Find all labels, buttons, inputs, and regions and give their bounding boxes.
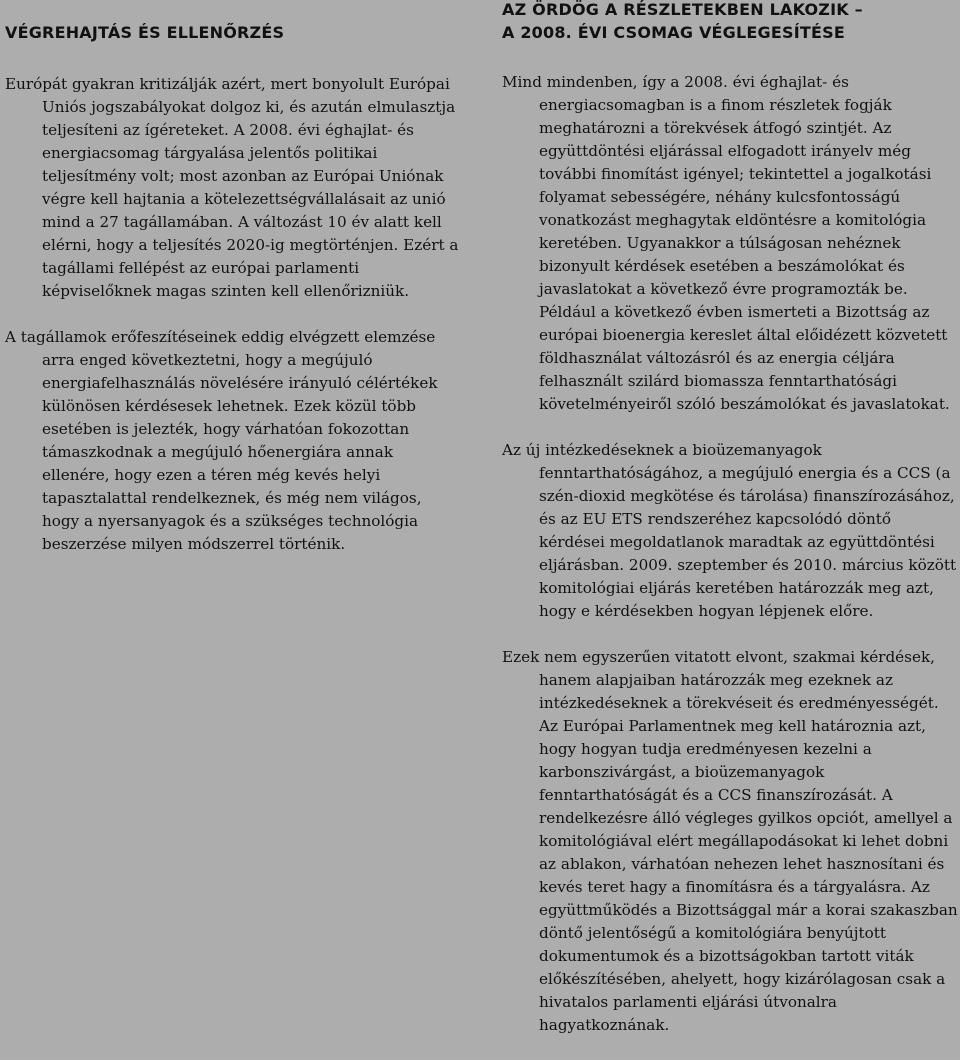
body-paragraph: A tagállamok erőfeszítéseinek eddig elvégzett elemzése arra enged következtetni, hogy a megújuló energiafelhasználás növelésére irányuló célértékek különösen kérdésesek lehetnek. Ezek közül több esetében is jelezték, hogy várhatóan fokozottan támaszkodnak a megújuló hőenergiára annak ellenére, hogy ezen a téren még kevés helyi tapasztalattal rendelkeznek, és még nem világos, hogy a nyersanyagok és a szükséges technológia beszerzése milyen módszerrel történik. (5, 328, 438, 553)
section-heading-details (502, 0, 960, 44)
section-heading-enforcement: VÉGREHAJTÁS ÉS ELLENŐRZÉS (5, 23, 285, 42)
body-paragraph: Európát gyakran kritizálják azért, mert bonyolult Európai Uniós jogszabályokat dolgoz ki, és azután elmulasztja teljesíteni az ígéreteket. A 2008. évi éghajlat- és energiacsomag tárgyalása jelentős politikai teljesítmény volt; most azonban az Európai Uniónak végre kell hajtania a kötelezettségvállalásait az unió mind a 27 tagállamában. A változást 10 év alatt kell elérni, hogy a teljesítés 2020-ig megtörténjen. Ezért a tagállami fellépést az európai parlamenti képviselőknek magas szinten kell ellenőrizniük. (5, 75, 459, 300)
heading-line: A 2008. ÉVI CSOMAG VÉGLEGESÍTÉSE (502, 23, 845, 42)
right-column (502, 0, 960, 1060)
left-column (5, 0, 461, 579)
heading-line: AZ ÖRDÖG A RÉSZLETEKBEN LAKOZIK – (502, 0, 863, 19)
body-paragraph: Mind mindenben, így a 2008. évi éghajlat- és energiacsomagban is a finom részletek fogják meghatározni a törekvések átfogó szintjét. Az együttdöntési eljárással elfogadott irányelv még további finomítást igényel; tekintettel a jogalkotási folyamat sebességére, néhány kulcsfontosságú vonatkozást meghagytak eldöntésre a komitológia keretében. Ugyanakkor a túlságosan nehéznek bizonyult kérdések esetében a beszámolókat és javaslatokat a következő évre programozták be. Például a következő évben ismerteti a Bizottság az európai bioenergia kereslet által előidézett közvetett földhasználat változásról és az energia céljára felhasznált szilárd biomassza fenntarthatósági követelményeiről szóló beszámolókat és javaslatokat. (502, 73, 950, 413)
body-paragraph: Ezek nem egyszerűen vitatott elvont, szakmai kérdések, hanem alapjaiban határozzák meg ezeknek az intézkedéseknek a törekvéseit és eredményességét. Az Európai Parlamentnek meg kell határoznia azt, hogy hogyan tudja eredményesen kezelni a karbonszivárgást, a bioüzemanyagok fenntarthatóságát és a CCS finanszírozását. A rendelkezésre álló végleges gyilkos opciót, amellyel a komitológiával elért megállapodásokat ki lehet dobni az ablakon, várhatóan nehezen lehet hasznosítani és kevés teret hagy a finomításra és a tárgyalásra. Az együttműködés a Bizottsággal már a korai szakaszban döntő jelentőségű a komitológiára benyújtott dokumentumok és a bizottságokban tartott viták előkészítésében, ahelyett, hogy kizárólagosan csak a hivatalos parlamenti eljárási útvonalra hagyatkoznának. (502, 648, 958, 1034)
body-paragraph: Az új intézkedéseknek a bioüzemanyagok fenntarthatóságához, a megújuló energia és a CCS (a szén-dioxid megkötése és tárolása) finanszírozásához, és az EU ETS rendszeréhez kapcsolódó döntő kérdései megoldatlanok maradtak az együttdöntési eljárásban. 2009. szeptember és 2010. március között komitológiai eljárás keretében határozzák meg azt, hogy e kérdésekben hogyan lépjenek előre. (502, 441, 957, 620)
